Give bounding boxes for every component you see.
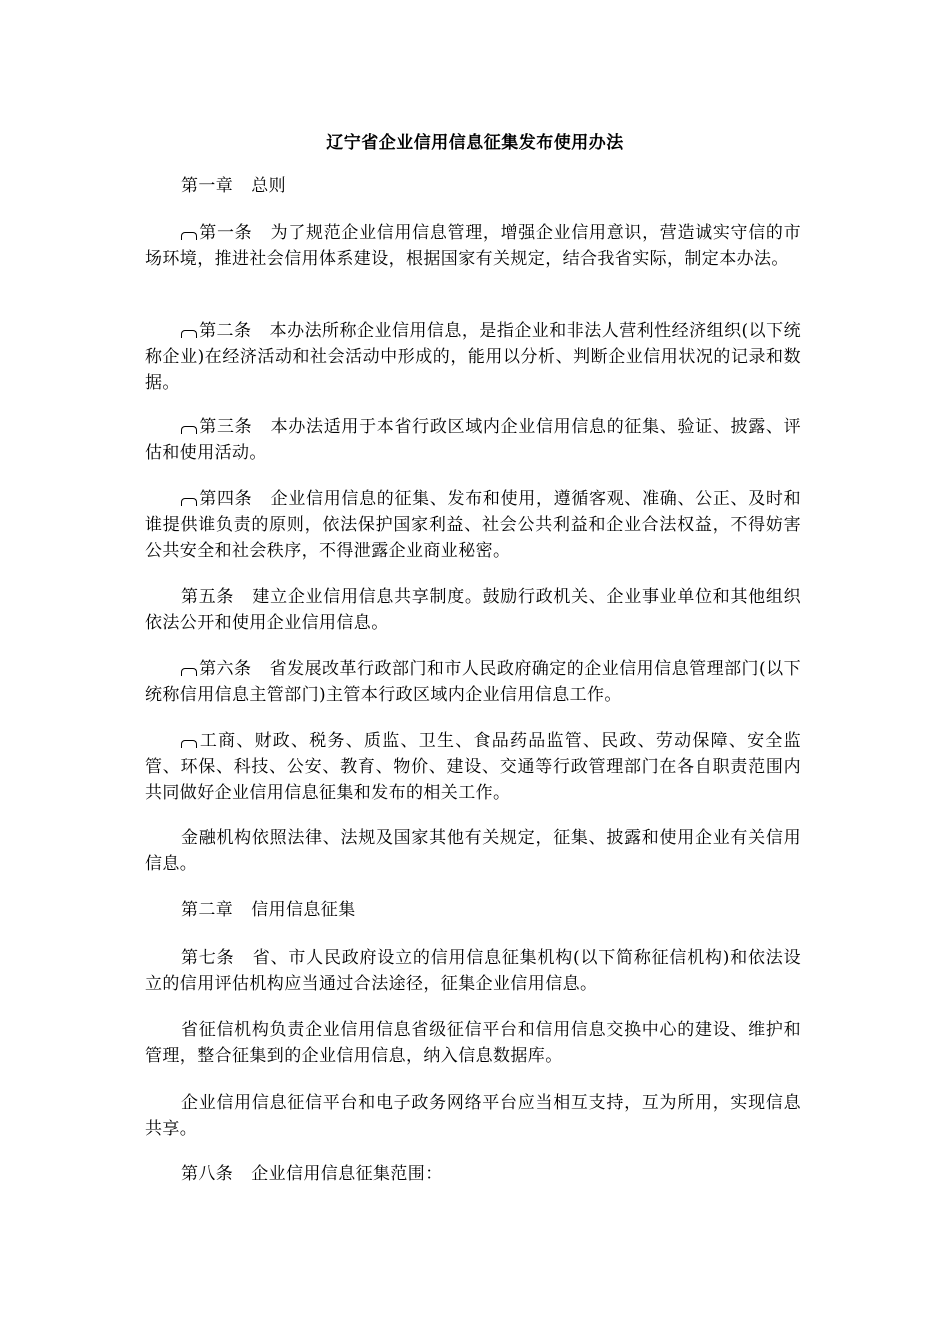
article-label: 第五条: [181, 587, 235, 607]
article-text: 建立企业信用信息共享制度。鼓励行政机关、企业事业单位和其他组织依法公开和使用企业信用信息。: [145, 587, 801, 633]
article-text: 省发展改革行政部门和市人民政府确定的企业信用信息管理部门(以下统称信用信息主管部门)主管本行政区域内企业信用信息工作。: [145, 659, 802, 705]
document-title: 辽宁省企业信用信息征集发布使用办法: [326, 133, 624, 153]
article-7-paragraph-3: [145, 1090, 801, 1142]
section-mark-icon: [181, 330, 197, 338]
chapter-heading-2: [181, 897, 356, 923]
article-label: 第七条: [181, 948, 235, 968]
article-7-paragraph-2: [145, 1017, 801, 1069]
chapter-number: 第一章: [181, 176, 234, 196]
article-7: [145, 945, 801, 997]
article-label: 第一条: [199, 223, 253, 243]
article-text: 本办法所称企业信用信息，是指企业和非法人营利性经济组织(以下统称企业)在经济活动和社会活动中形成的，能用以分析、判断企业信用状况的记录和数据。: [145, 321, 802, 393]
article-6: [145, 656, 801, 708]
article-3: [145, 414, 801, 466]
article-text: 本办法适用于本省行政区域内企业信用信息的征集、验证、披露、评估和使用活动。: [145, 417, 802, 463]
chapter-name: 总则: [251, 176, 287, 196]
article-2: [145, 318, 801, 396]
article-6-paragraph-2: [145, 728, 801, 806]
article-label: 第二条: [199, 321, 252, 341]
article-5: [145, 584, 801, 636]
article-text: 为了规范企业信用信息管理，增强企业信用意识，营造诚实守信的市场环境，推进社会信用体系建设，根据国家有关规定，结合我省实际，制定本办法。: [145, 223, 802, 269]
article-text: 企业信用信息的征集、发布和使用，遵循客观、准确、公正、及时和谁提供谁负责的原则，依法保护国家利益、社会公共利益和企业合法权益，不得妨害公共安全和社会秩序，不得泄露企业商业秘密。: [145, 489, 802, 561]
paragraph-text: 企业信用信息征信平台和电子政务网络平台应当相互支持，互为所用，实现信息共享。: [145, 1093, 801, 1139]
paragraph-text: 省征信机构负责企业信用信息省级征信平台和信用信息交换中心的建设、维护和管理，整合征集到的企业信用信息，纳入信息数据库。: [145, 1020, 801, 1066]
article-1: [145, 220, 801, 272]
article-4: [145, 486, 801, 564]
chapter-name: 信用信息征集: [251, 900, 356, 920]
article-label: 第六条: [199, 659, 252, 679]
article-8: [145, 1161, 801, 1187]
section-mark-icon: [181, 668, 197, 676]
paragraph-text: 工商、财政、税务、质监、卫生、食品药品监管、民政、劳动保障、安全监管、环保、科技、公安、教育、物价、建设、交通等行政管理部门在各自职责范围内共同做好企业信用信息征集和发布的相关工作。: [145, 731, 801, 803]
article-text: 企业信用信息征集范围：: [251, 1164, 443, 1184]
article-label: 第八条: [181, 1164, 234, 1184]
section-mark-icon: [181, 232, 197, 240]
section-mark-icon: [181, 740, 197, 748]
article-label: 第三条: [199, 417, 253, 437]
article-6-paragraph-3: [145, 825, 801, 877]
chapter-number: 第二章: [181, 900, 234, 920]
section-mark-icon: [181, 498, 197, 506]
paragraph-text: 金融机构依照法律、法规及国家其他有关规定，征集、披露和使用企业有关信用信息。: [145, 828, 801, 874]
article-label: 第四条: [199, 489, 253, 509]
section-mark-icon: [181, 426, 197, 434]
article-text: 省、市人民政府设立的信用信息征集机构(以下简称征信机构)和依法设立的信用评估机构应当通过合法途径，征集企业信用信息。: [145, 948, 801, 994]
chapter-heading-1: [181, 173, 286, 199]
